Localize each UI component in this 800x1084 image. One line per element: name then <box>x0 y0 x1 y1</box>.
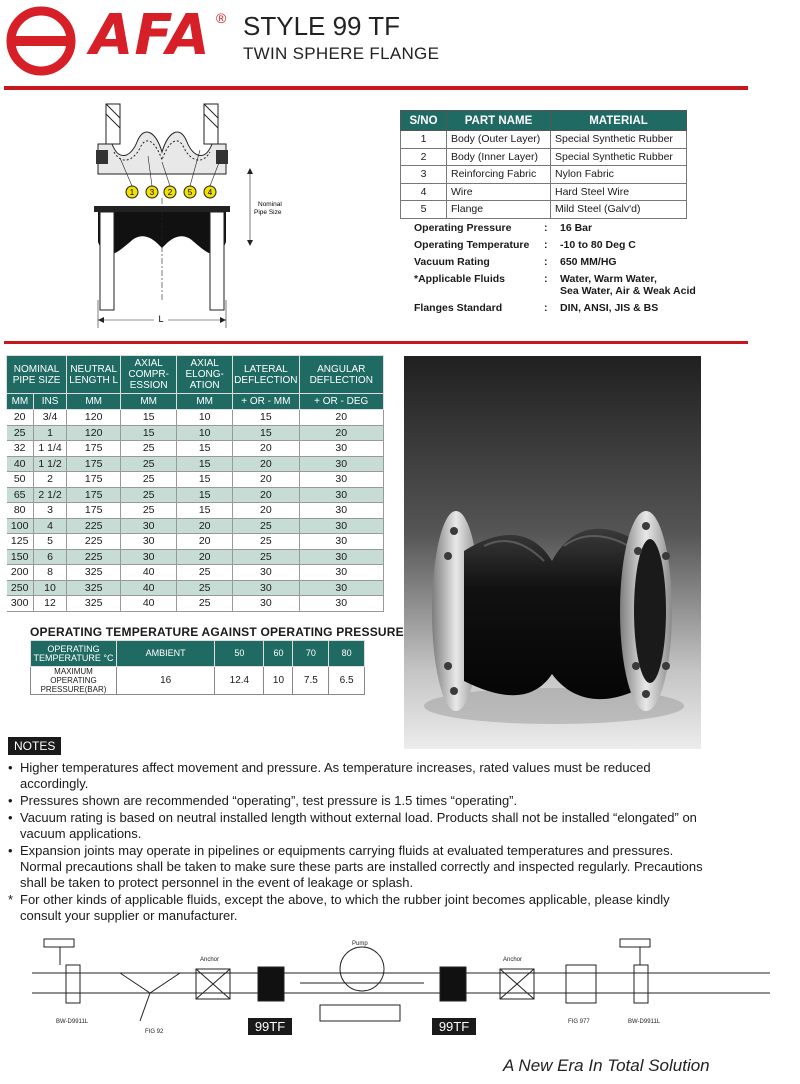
spec-row <box>414 239 714 251</box>
size-cell: 20 <box>177 534 233 550</box>
size-cell: 40 <box>121 596 177 612</box>
size-cell: 175 <box>67 472 121 488</box>
unit-cell: + OR - DEG <box>299 394 384 410</box>
pressure-cell: 16 <box>117 667 215 695</box>
size-row <box>7 503 384 519</box>
size-cell: 5 <box>33 534 66 550</box>
pressure-label: MAXIMUM OPERATING PRESSURE(BAR) <box>31 667 117 695</box>
size-cell: 10 <box>177 410 233 426</box>
temp-cell: 80 <box>329 641 365 667</box>
size-cell: 30 <box>299 441 384 457</box>
part-material: Special Synthetic Rubber <box>551 131 687 149</box>
parts-material-table <box>400 110 687 219</box>
spec-value <box>560 256 714 268</box>
size-cell: 25 <box>121 472 177 488</box>
size-cell: 15 <box>233 425 299 441</box>
part-number-4: 4 <box>207 188 213 197</box>
anchor-right-label: Anchor <box>503 957 523 963</box>
size-cell: 25 <box>233 534 299 550</box>
fig977-label: FIG 977 <box>568 1019 590 1025</box>
size-cell: 1 <box>33 425 66 441</box>
valve-left-label: BW-D9911L <box>56 1019 89 1025</box>
parts-row <box>401 183 687 201</box>
size-cell: 30 <box>299 472 384 488</box>
size-cell: 120 <box>67 425 121 441</box>
size-row <box>7 565 384 581</box>
part-material: Hard Steel Wire <box>551 183 687 201</box>
parts-row <box>401 166 687 184</box>
note-bullet: • <box>8 810 13 825</box>
note-bullet: • <box>8 843 13 858</box>
spec-value-line: 16 Bar <box>560 222 593 234</box>
footer-slogan: A New Era In Total Solution <box>503 1056 710 1075</box>
size-cell: 30 <box>233 565 299 581</box>
size-row <box>7 580 384 596</box>
pressure-cell: 6.5 <box>329 667 365 695</box>
part-number-1: 1 <box>129 188 135 197</box>
part-sno: 4 <box>401 183 447 201</box>
temp-cell: 60 <box>264 641 293 667</box>
size-cell: 40 <box>121 580 177 596</box>
pipe-size-label: Pipe Size <box>254 209 282 216</box>
part-material: Special Synthetic Rubber <box>551 148 687 166</box>
note-text: Vacuum rating is based on neutral installed length without external load. Products shall not be installed “elongated” on vacuum applications. <box>20 810 697 841</box>
size-row <box>7 441 384 457</box>
size-unit-row <box>7 394 384 410</box>
spec-value <box>560 239 714 251</box>
spec-value-line: Sea Water, Air & Weak Acid <box>560 285 696 297</box>
valve-right-label: BW-D9911L <box>628 1019 661 1025</box>
size-cell: 80 <box>7 503 34 519</box>
note-item <box>8 843 708 891</box>
size-cell: 15 <box>177 472 233 488</box>
size-cell: 25 <box>177 565 233 581</box>
part-number-3: 3 <box>149 188 155 197</box>
part-sno: 3 <box>401 166 447 184</box>
hdr-nominal: NOMINAL PIPE SIZE <box>7 356 67 394</box>
99tf-tag-right: 99TF <box>432 1018 476 1035</box>
notes-label: NOTES <box>8 737 61 755</box>
spec-value <box>560 273 714 297</box>
fig92-label: FIG 92 <box>145 1029 164 1035</box>
part-sno: 1 <box>401 131 447 149</box>
part-name: Wire <box>447 183 551 201</box>
note-text: Pressures shown are recommended “operating”, test pressure is 1.5 times “operating”. <box>20 793 518 808</box>
unit-cell: MM <box>121 394 177 410</box>
spec-row <box>414 256 714 268</box>
size-cell: 20 <box>177 518 233 534</box>
col-sno: S/NO <box>401 111 447 131</box>
temp-cell: 70 <box>293 641 329 667</box>
size-cell: 30 <box>299 518 384 534</box>
size-cell: 30 <box>299 549 384 565</box>
size-cell: 25 <box>121 456 177 472</box>
note-item <box>8 810 708 842</box>
size-cell: 2 1/2 <box>33 487 66 503</box>
part-sno: 2 <box>401 148 447 166</box>
spec-label: Flanges Standard <box>414 302 503 314</box>
size-row <box>7 456 384 472</box>
size-cell: 325 <box>67 580 121 596</box>
size-cell: 32 <box>7 441 34 457</box>
part-name: Body (Inner Layer) <box>447 148 551 166</box>
size-cell: 225 <box>67 518 121 534</box>
size-cell: 25 <box>177 580 233 596</box>
parts-row <box>401 201 687 219</box>
size-cell: 1 1/4 <box>33 441 66 457</box>
spec-label: Operating Temperature <box>414 239 530 251</box>
size-row <box>7 534 384 550</box>
size-cell: 1 1/2 <box>33 456 66 472</box>
size-cell: 30 <box>299 580 384 596</box>
part-name: Body (Outer Layer) <box>447 131 551 149</box>
size-cell: 20 <box>299 425 384 441</box>
part-name: Reinforcing Fabric <box>447 166 551 184</box>
anchor-left-label: Anchor <box>200 957 220 963</box>
spec-row <box>414 302 714 314</box>
size-cell: 20 <box>233 441 299 457</box>
size-cell: 20 <box>233 472 299 488</box>
hdr-angular: ANGULAR DEFLECTION <box>299 356 384 394</box>
spec-label: Operating Pressure <box>414 222 512 234</box>
size-cell: 15 <box>177 503 233 519</box>
spec-value <box>560 302 714 314</box>
size-cell: 15 <box>177 456 233 472</box>
size-cell: 20 <box>233 503 299 519</box>
size-cell: 20 <box>299 410 384 426</box>
pressure-cell: 10 <box>264 667 293 695</box>
size-cell: 175 <box>67 456 121 472</box>
registered-mark: ® <box>216 10 227 26</box>
hdr-axial-elong: AXIAL ELONG- ATION <box>177 356 233 394</box>
size-row <box>7 425 384 441</box>
note-item <box>8 760 708 792</box>
size-row <box>7 596 384 612</box>
parts-row <box>401 131 687 149</box>
size-cell: 200 <box>7 565 34 581</box>
mid-divider <box>4 341 748 344</box>
note-bullet: • <box>8 760 13 775</box>
size-cell: 30 <box>299 503 384 519</box>
part-material: Mild Steel (Galv'd) <box>551 201 687 219</box>
spec-row <box>414 273 714 297</box>
spec-value-line: 650 MM/HG <box>560 256 617 268</box>
spec-label: Vacuum Rating <box>414 256 490 268</box>
note-item <box>8 793 708 809</box>
size-cell: 15 <box>121 425 177 441</box>
spec-colon: : <box>544 256 548 268</box>
size-cell: 30 <box>233 580 299 596</box>
size-cell: 15 <box>177 487 233 503</box>
temp-cell: AMBIENT <box>117 641 215 667</box>
notes-list <box>8 760 708 925</box>
temp-label: OPERATING TEMPERATURE °C <box>31 641 117 667</box>
size-cell: 325 <box>67 596 121 612</box>
header-divider <box>4 86 748 90</box>
size-cell: 25 <box>121 441 177 457</box>
size-cell: 30 <box>121 518 177 534</box>
note-text: For other kinds of applicable fluids, except the above, to which the rubber joint becomes applicable, please kindly consult your supplier or manufacturer. <box>20 892 670 923</box>
part-material: Nylon Fabric <box>551 166 687 184</box>
size-cell: 25 <box>7 425 34 441</box>
cross-section-drawing <box>90 102 290 332</box>
size-cell: 6 <box>33 549 66 565</box>
col-part-name: PART NAME <box>447 111 551 131</box>
size-row <box>7 487 384 503</box>
hdr-neutral: NEUTRAL LENGTH L <box>67 356 121 394</box>
col-material: MATERIAL <box>551 111 687 131</box>
size-row <box>7 410 384 426</box>
spec-colon: : <box>544 302 548 314</box>
operating-specs <box>414 222 714 319</box>
size-cell: 20 <box>7 410 34 426</box>
size-cell: 20 <box>233 456 299 472</box>
size-cell: 15 <box>121 410 177 426</box>
size-cell: 30 <box>233 596 299 612</box>
spec-value-line: DIN, ANSI, JIS & BS <box>560 302 659 314</box>
size-cell: 15 <box>177 441 233 457</box>
nominal-label: Nominal <box>258 201 282 208</box>
size-cell: 50 <box>7 472 34 488</box>
spec-colon: : <box>544 222 548 234</box>
product-photo <box>404 356 701 749</box>
size-cell: 225 <box>67 549 121 565</box>
part-number-5: 5 <box>187 188 193 197</box>
note-item <box>8 892 708 924</box>
part-number-2: 2 <box>167 188 173 197</box>
spec-colon: : <box>544 273 548 285</box>
size-cell: 175 <box>67 487 121 503</box>
size-cell: 3 <box>33 503 66 519</box>
size-cell: 225 <box>67 534 121 550</box>
note-bullet: * <box>8 892 14 907</box>
size-row <box>7 472 384 488</box>
size-cell: 30 <box>121 549 177 565</box>
temp-cell: 50 <box>215 641 264 667</box>
size-cell: 25 <box>121 487 177 503</box>
size-cell: 3/4 <box>33 410 66 426</box>
size-cell: 25 <box>233 549 299 565</box>
size-cell: 125 <box>7 534 34 550</box>
pressure-cell: 12.4 <box>215 667 264 695</box>
size-cell: 40 <box>7 456 34 472</box>
note-text: Higher temperatures affect movement and pressure. As temperature increases, rated values must be reduced accordingly. <box>20 760 651 791</box>
size-row <box>7 549 384 565</box>
size-cell: 20 <box>233 487 299 503</box>
op-table-title: OPERATING TEMPERATURE AGAINST OPERATING PRESSURE <box>30 625 404 639</box>
part-sno: 5 <box>401 201 447 219</box>
brand-name: AFA <box>90 3 211 68</box>
size-cell: 100 <box>7 518 34 534</box>
pump-label: Pump <box>352 941 368 947</box>
afa-logo-icon <box>6 6 76 76</box>
size-cell: 30 <box>299 534 384 550</box>
parts-header-row <box>401 111 687 131</box>
spec-colon: : <box>544 239 548 251</box>
unit-cell: MM <box>7 394 34 410</box>
size-cell: 300 <box>7 596 34 612</box>
size-cell: 30 <box>121 534 177 550</box>
spec-value-line: -10 to 80 Deg C <box>560 239 636 251</box>
pressure-row <box>31 667 365 695</box>
size-cell: 30 <box>299 487 384 503</box>
size-row <box>7 518 384 534</box>
size-cell: 30 <box>299 596 384 612</box>
product-subtitle: TWIN SPHERE FLANGE <box>243 44 440 63</box>
temp-pressure-table <box>30 640 365 695</box>
unit-cell: MM <box>177 394 233 410</box>
part-name: Flange <box>447 201 551 219</box>
size-cell: 65 <box>7 487 34 503</box>
size-cell: 150 <box>7 549 34 565</box>
spec-value-line: Water, Warm Water, <box>560 273 657 285</box>
temp-row <box>31 641 365 667</box>
size-movement-table <box>6 355 384 612</box>
size-cell: 250 <box>7 580 34 596</box>
parts-row <box>401 148 687 166</box>
size-cell: 25 <box>233 518 299 534</box>
size-cell: 10 <box>177 425 233 441</box>
spec-row <box>414 222 714 234</box>
note-bullet: • <box>8 793 13 808</box>
size-cell: 120 <box>67 410 121 426</box>
unit-cell: + OR - MM <box>233 394 299 410</box>
spec-label: *Applicable Fluids <box>414 273 506 285</box>
size-cell: 30 <box>299 456 384 472</box>
size-cell: 4 <box>33 518 66 534</box>
size-cell: 175 <box>67 503 121 519</box>
size-cell: 40 <box>121 565 177 581</box>
size-cell: 325 <box>67 565 121 581</box>
size-cell: 10 <box>33 580 66 596</box>
pressure-cell: 7.5 <box>293 667 329 695</box>
size-header-row <box>7 356 384 394</box>
size-cell: 2 <box>33 472 66 488</box>
installation-diagram <box>0 935 800 1045</box>
size-cell: 15 <box>233 410 299 426</box>
99tf-tag-left: 99TF <box>248 1018 292 1035</box>
size-cell: 30 <box>299 565 384 581</box>
size-cell: 25 <box>177 596 233 612</box>
size-cell: 25 <box>121 503 177 519</box>
size-cell: 20 <box>177 549 233 565</box>
unit-cell: INS <box>33 394 66 410</box>
product-style-title: STYLE 99 TF <box>243 11 401 41</box>
unit-cell: MM <box>67 394 121 410</box>
size-cell: 175 <box>67 441 121 457</box>
size-cell: 12 <box>33 596 66 612</box>
size-cell: 8 <box>33 565 66 581</box>
length-label: L <box>158 314 164 324</box>
note-text: Expansion joints may operate in pipelines or equipments carrying fluids at evaluated temperatures and pressures. Normal precautions shall be taken to make sure these parts are installed correctly and inspected regularly. Precautions shall be taken to protect personnel in the event of leakage or splash. <box>20 843 703 890</box>
hdr-lateral: LATERAL DEFLECTION <box>233 356 299 394</box>
spec-value <box>560 222 714 234</box>
hdr-axial-comp: AXIAL COMPR- ESSION <box>121 356 177 394</box>
